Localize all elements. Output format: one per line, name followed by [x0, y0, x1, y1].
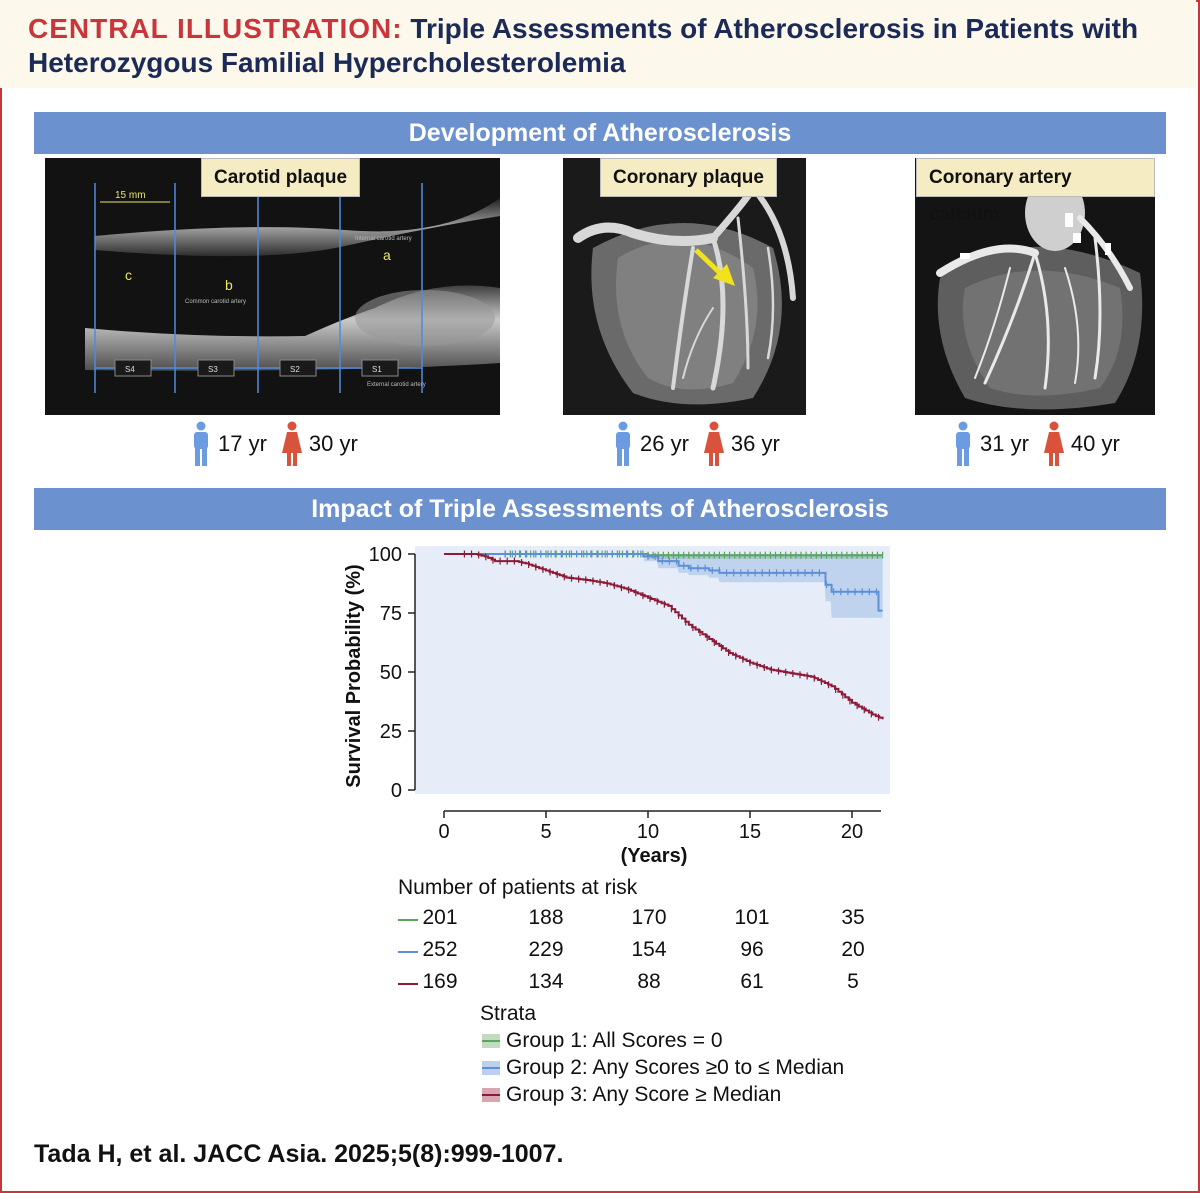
male-age-coronary-calcium: 31 yr — [980, 431, 1029, 456]
risk-cell: 169 — [422, 970, 458, 993]
title-lead: CENTRAL ILLUSTRATION: — [28, 13, 403, 44]
plot-background — [415, 546, 890, 794]
risk-cell: 35 — [841, 906, 865, 929]
male-age-carotid: 17 yr — [218, 431, 267, 456]
y-axis-label: Survival Probability (%) — [343, 564, 365, 788]
legend-item-group2 — [482, 1056, 844, 1080]
legend-item-group3 — [482, 1083, 781, 1107]
citation: Tada H, et al. JACC Asia. 2025;5(8):999-1007. — [34, 1140, 564, 1168]
carotid-ultrasound-image — [45, 158, 500, 415]
segment-s1: S1 — [372, 365, 382, 374]
survival-chart — [320, 536, 900, 876]
risk-cell: 154 — [631, 938, 667, 961]
segment-s4: S4 — [125, 365, 135, 374]
segment-s2: S2 — [290, 365, 300, 374]
risk-cell: 101 — [734, 906, 770, 929]
carotid-label-common: Common carotid artery — [185, 299, 247, 305]
legend-label-group2: Group 2: Any Scores ≥0 to ≤ Median — [506, 1056, 845, 1079]
female-icon — [703, 421, 725, 467]
male-icon — [612, 421, 634, 467]
male-icon — [952, 421, 974, 467]
ages-coronary-plaque — [612, 420, 794, 468]
risk-cell: 88 — [637, 970, 661, 993]
page-title — [28, 12, 1178, 80]
y-tick-label: 100 — [368, 544, 402, 566]
y-tick-label: 0 — [390, 780, 402, 802]
carotid-label-b: b — [225, 277, 233, 293]
legend-title: Strata — [480, 1002, 537, 1025]
carotid-label-external: External carotid artery — [367, 382, 426, 388]
carotid-label-internal: Internal carotid artery — [355, 236, 412, 242]
segment-s3: S3 — [208, 365, 218, 374]
risk-cell: 61 — [740, 970, 764, 993]
carotid-label-15mm: 15 mm — [115, 190, 146, 201]
male-icon — [190, 421, 212, 467]
carotid-label-a: a — [383, 247, 391, 263]
risk-cell: 229 — [528, 938, 564, 961]
panel-label-coronary-calcium: Coronary artery calcium — [916, 158, 1155, 197]
x-tick-label: 15 — [738, 821, 762, 843]
female-age-coronary-plaque: 36 yr — [730, 431, 780, 456]
panel-label-carotid: Carotid plaque — [201, 158, 360, 197]
section-header-impact: Impact of Triple Assessments of Atherosclerosis — [34, 488, 1166, 530]
carotid-label-c: c — [125, 267, 132, 283]
risk-cell: 188 — [528, 906, 564, 929]
y-tick-label: 50 — [379, 662, 402, 684]
x-tick-label: 5 — [540, 821, 552, 843]
y-tick-label: 75 — [379, 603, 402, 625]
legend-label-group3: Group 3: Any Score ≥ Median — [506, 1083, 782, 1106]
legend-label-group1: Group 1: All Scores = 0 — [506, 1029, 723, 1052]
legend-item-group1 — [482, 1029, 723, 1053]
legend-swatch-group1 — [482, 1034, 500, 1048]
legend-swatch-group2 — [482, 1061, 500, 1075]
section-header-development: Development of Atherosclerosis — [34, 112, 1166, 154]
risk-cell: 134 — [528, 970, 564, 993]
risk-cell: 20 — [841, 938, 865, 961]
female-age-carotid: 30 yr — [308, 431, 358, 456]
legend-swatch-group3 — [482, 1088, 500, 1102]
title-rest: Triple Assessments of Atherosclerosis in Patients with Heterozygous Familial Hypercholesterolemia — [28, 13, 1139, 78]
panel-label-coronary-plaque: Coronary plaque — [600, 158, 777, 197]
male-age-coronary-plaque: 26 yr — [640, 431, 689, 456]
risk-cell: 170 — [631, 906, 667, 929]
x-tick-label: 20 — [840, 821, 864, 843]
risk-cell: 96 — [740, 938, 764, 961]
x-tick-label: 10 — [636, 821, 660, 843]
risk-cell: 201 — [422, 906, 458, 929]
risk-cell: 5 — [847, 970, 859, 993]
coronary-plaque-image — [563, 158, 806, 415]
x-axis-label: (Years) — [620, 845, 688, 867]
female-age-coronary-calcium: 40 yr — [1070, 431, 1120, 456]
female-icon — [281, 421, 303, 467]
risk-cell: 252 — [422, 938, 458, 961]
ages-carotid — [190, 420, 372, 468]
coronary-calcium-image — [915, 158, 1155, 415]
ages-coronary-calcium — [952, 420, 1134, 468]
risk-table-title: Number of patients at risk — [398, 876, 638, 899]
x-tick-label: 0 — [438, 821, 450, 843]
y-tick-label: 25 — [379, 721, 402, 743]
female-icon — [1043, 421, 1065, 467]
